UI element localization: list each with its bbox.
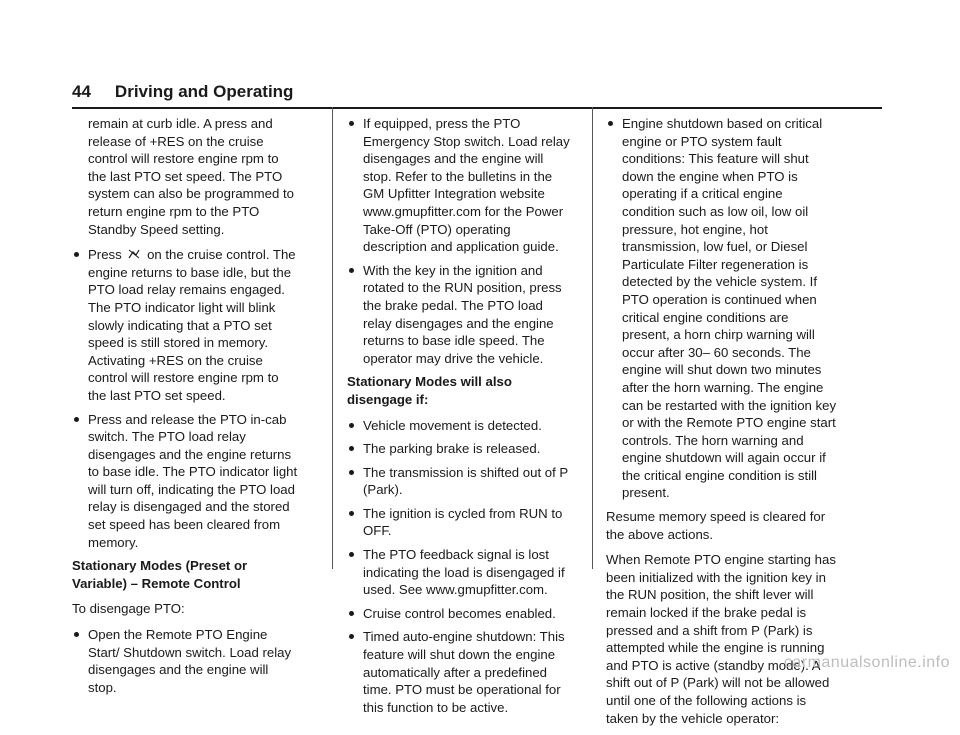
paragraph: remain at curb idle. A press and release of +RES on the cruise control will restore engine rpm to the last PTO set speed. The PTO system can also be programmed to return engine rpm to the PTO Standby Speed setting. (88, 116, 294, 237)
bullet-icon (349, 268, 354, 273)
column-divider (332, 107, 333, 569)
cruise-cancel-icon (127, 248, 141, 260)
watermark: carmanualsonline.info (783, 654, 950, 671)
paragraph: When Remote PTO engine starting has been initialized with the ignition key in the RUN position, the shift lever will remain locked if the brake pedal is pressed and a shift from P (Park) is attempted while the engine is running and PTO is active (standby mode). A shift out of P (Park) will not be allowed until one of the following actions is taken by the vehicle operator: (606, 552, 836, 726)
list-item (347, 440, 575, 458)
bullet-icon (349, 470, 354, 475)
list-item-text: The ignition is cycled from RUN to OFF. (363, 505, 563, 539)
page-number: 44 (72, 82, 91, 101)
bullet-item (72, 411, 300, 552)
bullet-text: Engine shutdown based on critical engine or PTO system fault conditions: This feature will shut down the engine when PTO is operating if a critical engine condition such as low oil, low oil pressure, hot engine, hot transmission, low fuel, or Diesel Particulate Filter regeneration is detected by the vehicle system. If PTO operation is continued when critical engine conditions are present, a horn chirp warning will occur after 30– 60 seconds. The engine will shut down two minutes after the horn warning. The engine can be restarted with the ignition key or with the Remote PTO engine start controls. The horn warning and engine shutdown will again occur if the critical engine condition is still present. (622, 116, 837, 501)
list-item-text: The parking brake is released. (363, 441, 541, 457)
bullet-icon (349, 511, 354, 516)
bullet-icon (74, 632, 79, 637)
bullet-item (347, 115, 575, 256)
header-rule (72, 107, 882, 109)
list-item-text: The transmission is shifted out of P (Park). (363, 464, 568, 498)
bullet-text: If equipped, press the PTO Emergency Stop switch. Load relay disengages and the engine will stop. Refer to the bulletins in the GM Upfitter Integration website www.gmupfitter.com for the Power Take-Off (PTO) operating description and application guide. (363, 116, 570, 255)
column-3 (606, 115, 838, 735)
bullet-text: With the key in the ignition and rotated to the RUN position, press the brake pedal. The PTO load relay disengages and the engine returns to base idle speed. The operator may drive the vehicle. (363, 262, 562, 366)
list-item (347, 417, 575, 435)
list-item (347, 605, 575, 623)
list-item (347, 628, 575, 716)
section-title: Driving and Operating (114, 82, 294, 101)
bullet-item (347, 262, 575, 368)
paragraph: Resume memory speed is cleared for the above actions. (606, 509, 826, 542)
subheading: Stationary Modes (Preset or Variable) – Remote Control (72, 558, 248, 591)
list-item (347, 464, 575, 499)
bullet-text-post: on the cruise control. The engine returns to base idle, but the PTO load relay remains engaged. The PTO indicator light will blink slowly indicating that a PTO set speed is still stored in memory. Activating +RES on the cruise control will restore engine rpm to the last PTO set speed. (88, 247, 296, 403)
list-item-text: Timed auto-engine shutdown: This feature will shut down the engine automatically after a predefined time. PTO must be operational for this function to be active. (363, 629, 565, 715)
bullet-item (72, 246, 300, 404)
bullet-item (606, 115, 838, 502)
bullet-item (72, 626, 300, 696)
page-header (72, 82, 882, 102)
bullet-icon (608, 121, 613, 126)
bullet-icon (349, 423, 354, 428)
bullet-icon (349, 552, 354, 557)
column-2 (347, 115, 575, 722)
paragraph: To disengage PTO: (72, 601, 185, 617)
column-divider (592, 107, 593, 569)
bullet-text-pre: Press (88, 247, 122, 263)
list-item-text: Cruise control becomes enabled. (363, 605, 556, 621)
bullet-icon (349, 121, 354, 126)
list-item (347, 505, 575, 540)
bullet-text: Press and release the PTO in-cab switch. The PTO load relay disengages and the engine returns to base idle. The PTO indicator light will turn off, indicating the PTO load relay is disengaged and the stored set speed has been cleared from memory. (88, 411, 298, 550)
bullet-icon (74, 252, 79, 257)
bullet-icon (349, 611, 354, 616)
list-item (347, 546, 575, 599)
bullet-icon (349, 446, 354, 451)
list-item-text: The PTO feedback signal is lost indicating the load is disengaged if used. See www.gmupfitter.com. (363, 547, 565, 598)
list-item-text: Vehicle movement is detected. (363, 417, 542, 433)
subheading: Stationary Modes will also disengage if: (347, 374, 512, 407)
bullet-icon (349, 634, 354, 639)
column-1 (72, 115, 300, 702)
bullet-icon (74, 417, 79, 422)
bullet-text: Open the Remote PTO Engine Start/ Shutdown switch. Load relay disengages and the engine will stop. (88, 627, 292, 695)
